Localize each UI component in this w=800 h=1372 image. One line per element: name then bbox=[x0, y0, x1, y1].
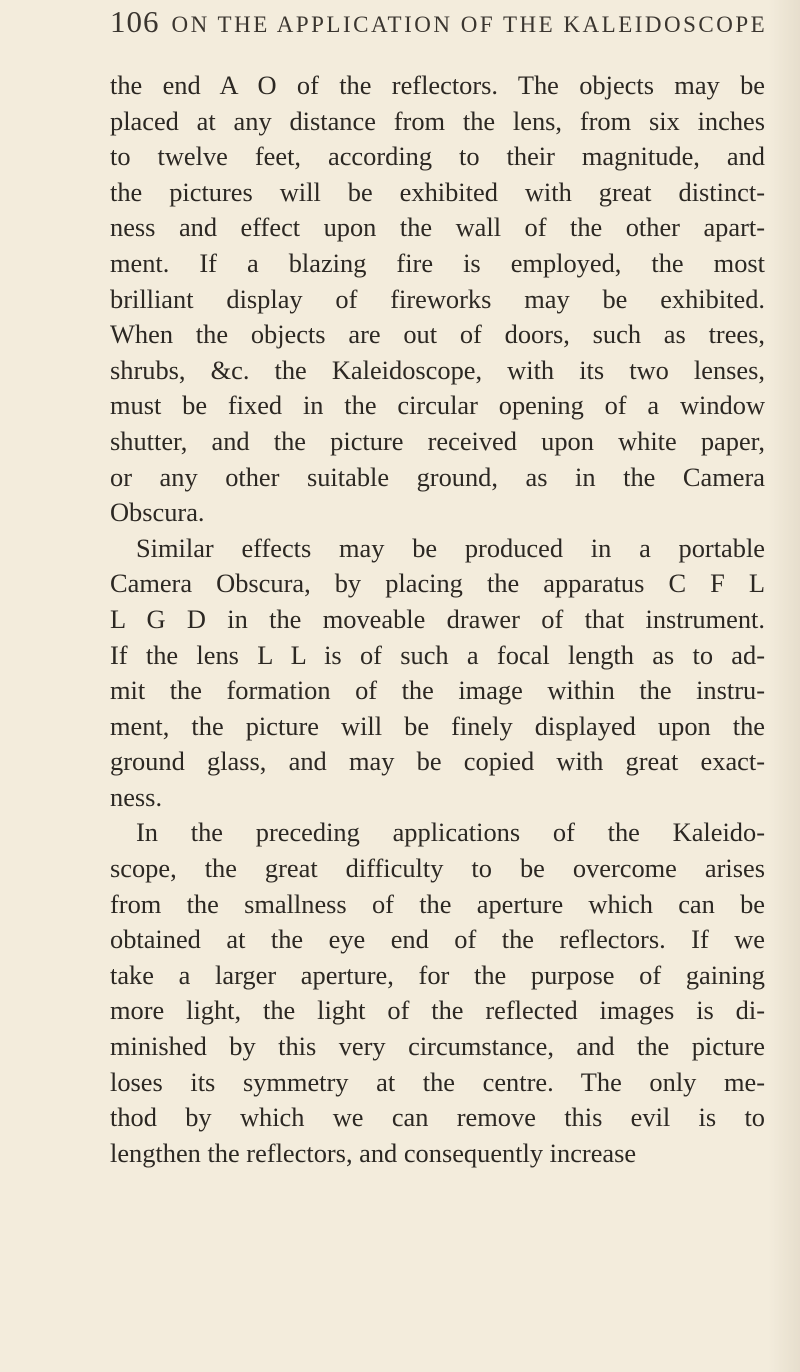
text-line: thod by which we can remove this evil is to bbox=[110, 1102, 765, 1133]
text-line: more light, the light of the reflected images is di- bbox=[110, 995, 765, 1026]
text-line: Obscura. bbox=[110, 497, 205, 528]
running-head: ON THE APPLICATION OF THE KALEIDOSCOPE bbox=[171, 12, 768, 37]
text-line: from the smallness of the aperture which can be bbox=[110, 888, 765, 919]
text-line: L G D in the moveable drawer of that instrument. bbox=[110, 603, 765, 634]
text-line: If the lens L L is of such a focal length as to ad- bbox=[110, 639, 765, 670]
page-number: 106 bbox=[110, 4, 160, 39]
text-line: brilliant display of fireworks may be exhibited. bbox=[110, 283, 765, 314]
paragraph bbox=[110, 815, 765, 1171]
text-line: obtained at the eye end of the reflectors. If we bbox=[110, 924, 765, 955]
text-line: ness and effect upon the wall of the other apart- bbox=[110, 212, 765, 243]
text-line: Similar effects may be produced in a portable bbox=[136, 532, 765, 563]
text-line: mit the formation of the image within the instru- bbox=[110, 675, 765, 706]
paragraph bbox=[110, 68, 765, 531]
text-line: lengthen the reflectors, and consequently increase bbox=[110, 1137, 637, 1168]
text-line: to twelve feet, according to their magnitude, and bbox=[110, 141, 765, 172]
text-line: the end A O of the reflectors. The objects may be bbox=[110, 70, 765, 100]
text-line: ment. If a blazing fire is employed, the most bbox=[110, 247, 765, 278]
text-line: shrubs, &c. the Kaleidoscope, with its two lenses, bbox=[110, 354, 765, 385]
text-line: When the objects are out of doors, such as trees, bbox=[110, 319, 765, 350]
text-line: Camera Obscura, by placing the apparatus C F L bbox=[110, 568, 765, 599]
text-line: minished by this very circumstance, and the picture bbox=[110, 1031, 765, 1062]
text-line: take a larger aperture, for the purpose of gaining bbox=[110, 959, 765, 990]
text-line: shutter, and the picture received upon white paper, bbox=[110, 425, 765, 456]
text-line: must be fixed in the circular opening of a window bbox=[110, 390, 765, 421]
text-line: In the preceding applications of the Kaleido- bbox=[136, 817, 765, 848]
text-line: ground glass, and may be copied with great exact- bbox=[110, 746, 765, 777]
text-line: ment, the picture will be finely displayed upon the bbox=[110, 710, 765, 741]
body-text bbox=[110, 68, 765, 1171]
text-line: scope, the great difficulty to be overcome arises bbox=[110, 853, 765, 884]
text-line: or any other suitable ground, as in the Camera bbox=[110, 461, 765, 492]
text-line: loses its symmetry at the centre. The only me- bbox=[110, 1066, 765, 1097]
text-line: ness. bbox=[110, 781, 163, 812]
page-header bbox=[110, 4, 770, 40]
paragraph bbox=[110, 531, 765, 816]
text-line: the pictures will be exhibited with great distinct- bbox=[110, 176, 765, 207]
text-line: placed at any distance from the lens, from six inches bbox=[110, 105, 765, 136]
